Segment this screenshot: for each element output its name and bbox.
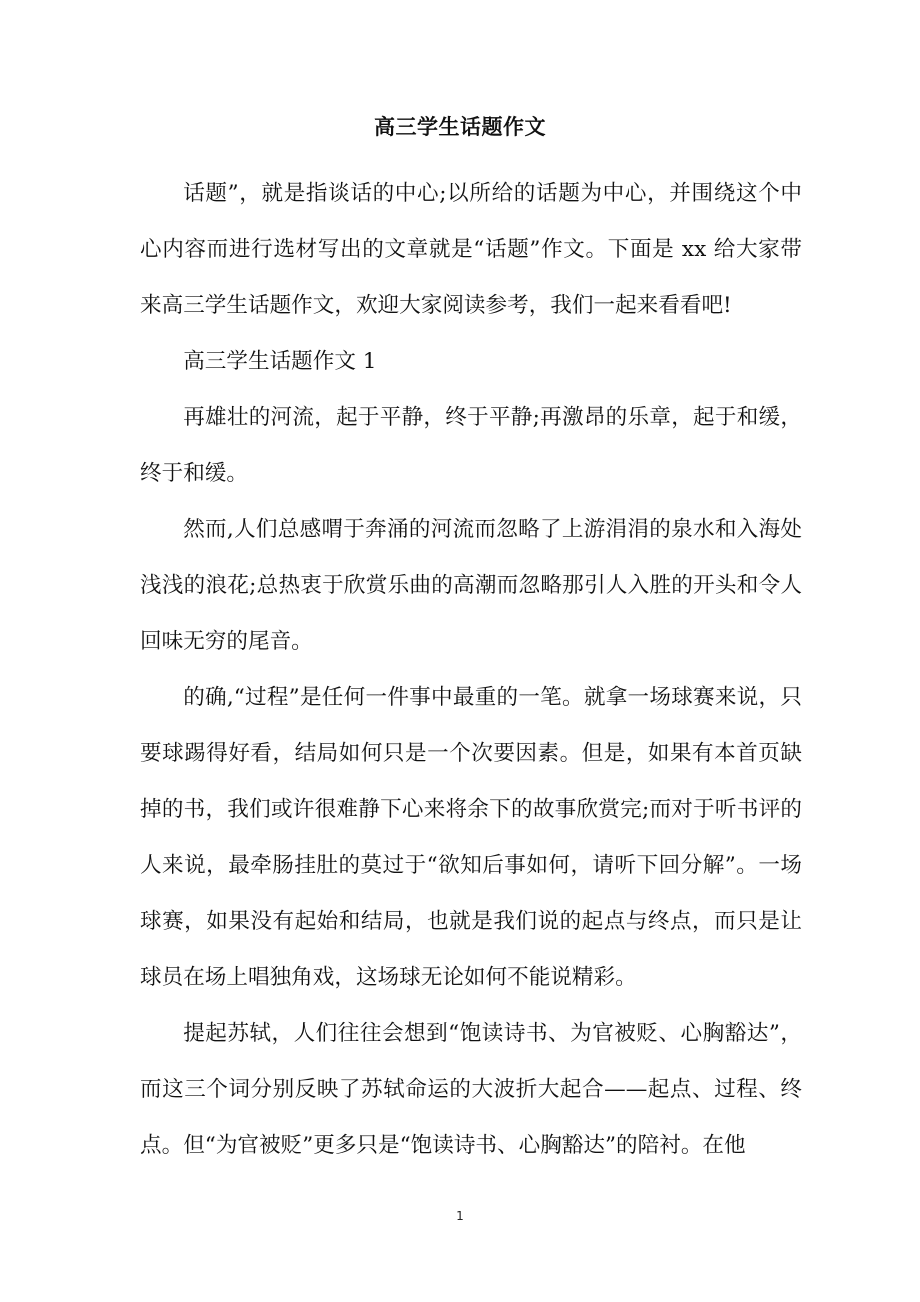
body-paragraph: 再雄壮的河流，起于平静，终于平静;再激昂的乐章，起于和缓，终于和缓。 bbox=[140, 405, 802, 486]
page-number: 1 bbox=[456, 1209, 464, 1223]
body-paragraph: 然而,人们总感喟于奔涌的河流而忽略了上游涓涓的泉水和入海处浅浅的浪花;总热衷于欣赏乐曲的高潮而忽略那引人入胜的开头和令人回味无穷的尾音。 bbox=[140, 517, 802, 654]
document-body bbox=[140, 166, 802, 1174]
section-heading: 高三学生话题作文 1 bbox=[183, 349, 377, 374]
body-paragraph: 提起苏轼，人们往往会想到“饱读诗书、为官被贬、心胸豁达”，而这三个词分别反映了苏轼命运的大波折大起合——起点、过程、终点。但“为官被贬”更多只是“饱读诗书、心胸豁达”的陪衬。在他 bbox=[140, 1021, 802, 1158]
intro-paragraph: 话题”，就是指谈话的中心;以所给的话题为中心，并围绕这个中心内容而进行选材写出的文章就是“话题”作文。下面是 xx 给大家带来高三学生话题作文，欢迎大家阅读参考，我们一起来看看吧! bbox=[140, 181, 802, 318]
document-title: 高三学生话题作文 bbox=[374, 115, 546, 139]
body-paragraph: 的确,“过程”是任何一件事中最重的一笔。就拿一场球赛来说，只要球踢得好看，结局如何只是一个次要因素。但是，如果有本首页缺掉的书，我们或许很难静下心来将余下的故事欣赏完;而对于听书评的人来说，最牵肠挂肚的莫过于“欲知后事如何，请听下回分解”。一场球赛，如果没有起始和结局，也就是我们说的起点与终点，而只是让球员在场上唱独角戏，这场球无论如何不能说精彩。 bbox=[140, 685, 802, 990]
